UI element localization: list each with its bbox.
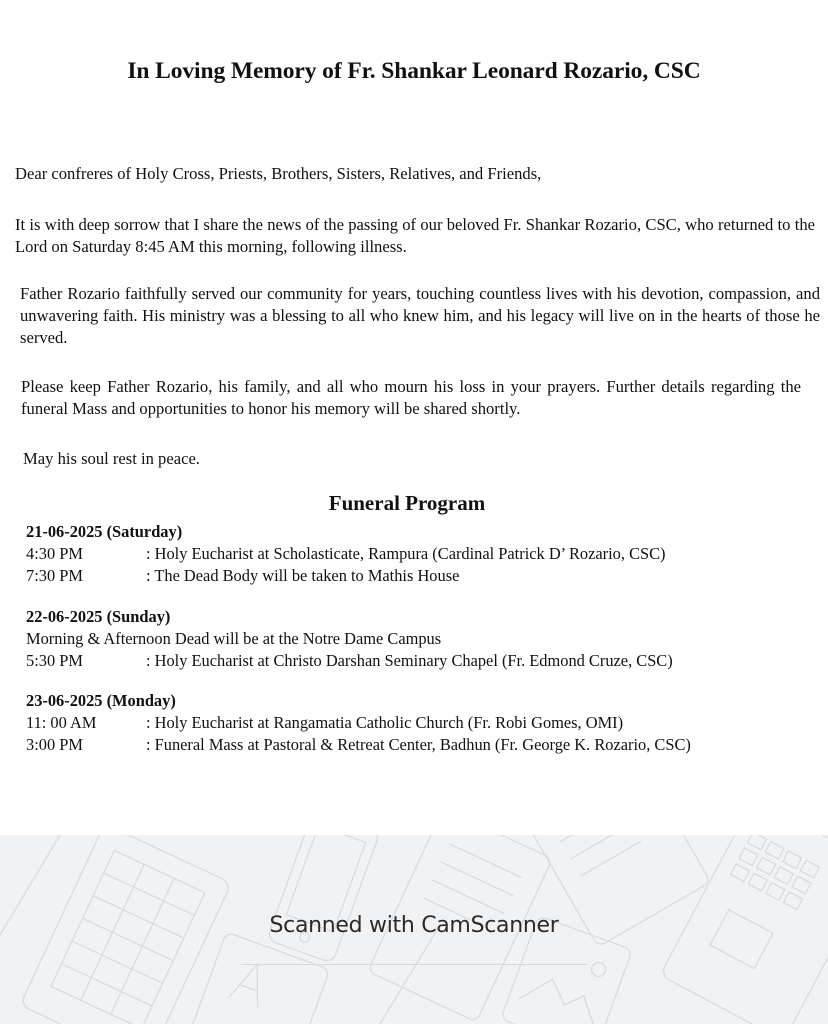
paragraph-announcement: It is with deep sorrow that I share the news of the passing of our beloved Fr. Shankar Rozario, CSC, who returned to the Lord on Saturday 8:45 AM this morning, following illness. [15, 215, 815, 256]
event-description: : Holy Eucharist at Christo Darshan Seminary Chapel (Fr. Edmond Cruze, CSC) [146, 651, 673, 670]
event-time: 11: 00 AM [26, 713, 97, 732]
day-date: 22-06-2025 (Sunday) [26, 607, 171, 626]
program-event [26, 543, 816, 565]
program-title: Funeral Program [328, 491, 486, 515]
event-time: 5:30 PM [26, 651, 83, 670]
document-title: In Loving Memory of Fr. Shankar Leonard Rozario, CSC [127, 58, 701, 84]
program-day [26, 521, 816, 587]
program-day [26, 690, 816, 756]
event-time: 4:30 PM [26, 544, 83, 563]
event-description: : Funeral Mass at Pastoral & Retreat Center, Badhun (Fr. George K. Rozario, CSC) [146, 735, 691, 754]
day-date: 21-06-2025 (Saturday) [26, 522, 183, 541]
program-day [26, 606, 816, 672]
event-description: : Holy Eucharist at Scholasticate, Rampura (Cardinal Patrick D’ Rozario, CSC) [146, 544, 666, 563]
salutation: Dear confreres of Holy Cross, Priests, Brothers, Sisters, Relatives, and Friends, [15, 164, 542, 183]
letter-a-doodle-icon [182, 932, 330, 1024]
phone-doodle-icon [267, 835, 381, 963]
camscanner-footer [0, 835, 828, 1024]
program-event [26, 565, 816, 587]
day-note: Morning & Afternoon Dead will be at the Notre Dame Campus [26, 629, 442, 648]
event-description: : The Dead Body will be taken to Mathis House [146, 566, 460, 585]
paragraph-prayers: Please keep Father Rozario, his family, and all who mourn his loss in your prayers. Further details regarding the funeral Mass and opportunities to honor his memory will be shared shortly. [21, 377, 801, 418]
program-event [26, 734, 816, 756]
event-time: 3:00 PM [26, 735, 83, 754]
program-event [26, 650, 816, 672]
watermark-underline [241, 964, 587, 965]
event-description: : Holy Eucharist at Rangamatia Catholic Church (Fr. Robi Gomes, OMI) [146, 713, 624, 732]
paragraph-tribute: Father Rozario faithfully served our community for years, touching countless lives with his devotion, compassion, and unwavering faith. His ministry was a blessing to all who knew him, and his legacy will live on in the hearts of those he served. [20, 284, 820, 347]
program-event [26, 712, 816, 734]
camscanner-watermark-text: Scanned with CamScanner [269, 913, 559, 938]
paragraph-rest-in-peace: May his soul rest in peace. [23, 449, 200, 468]
day-date: 23-06-2025 (Monday) [26, 691, 176, 710]
event-time: 7:30 PM [26, 566, 83, 585]
